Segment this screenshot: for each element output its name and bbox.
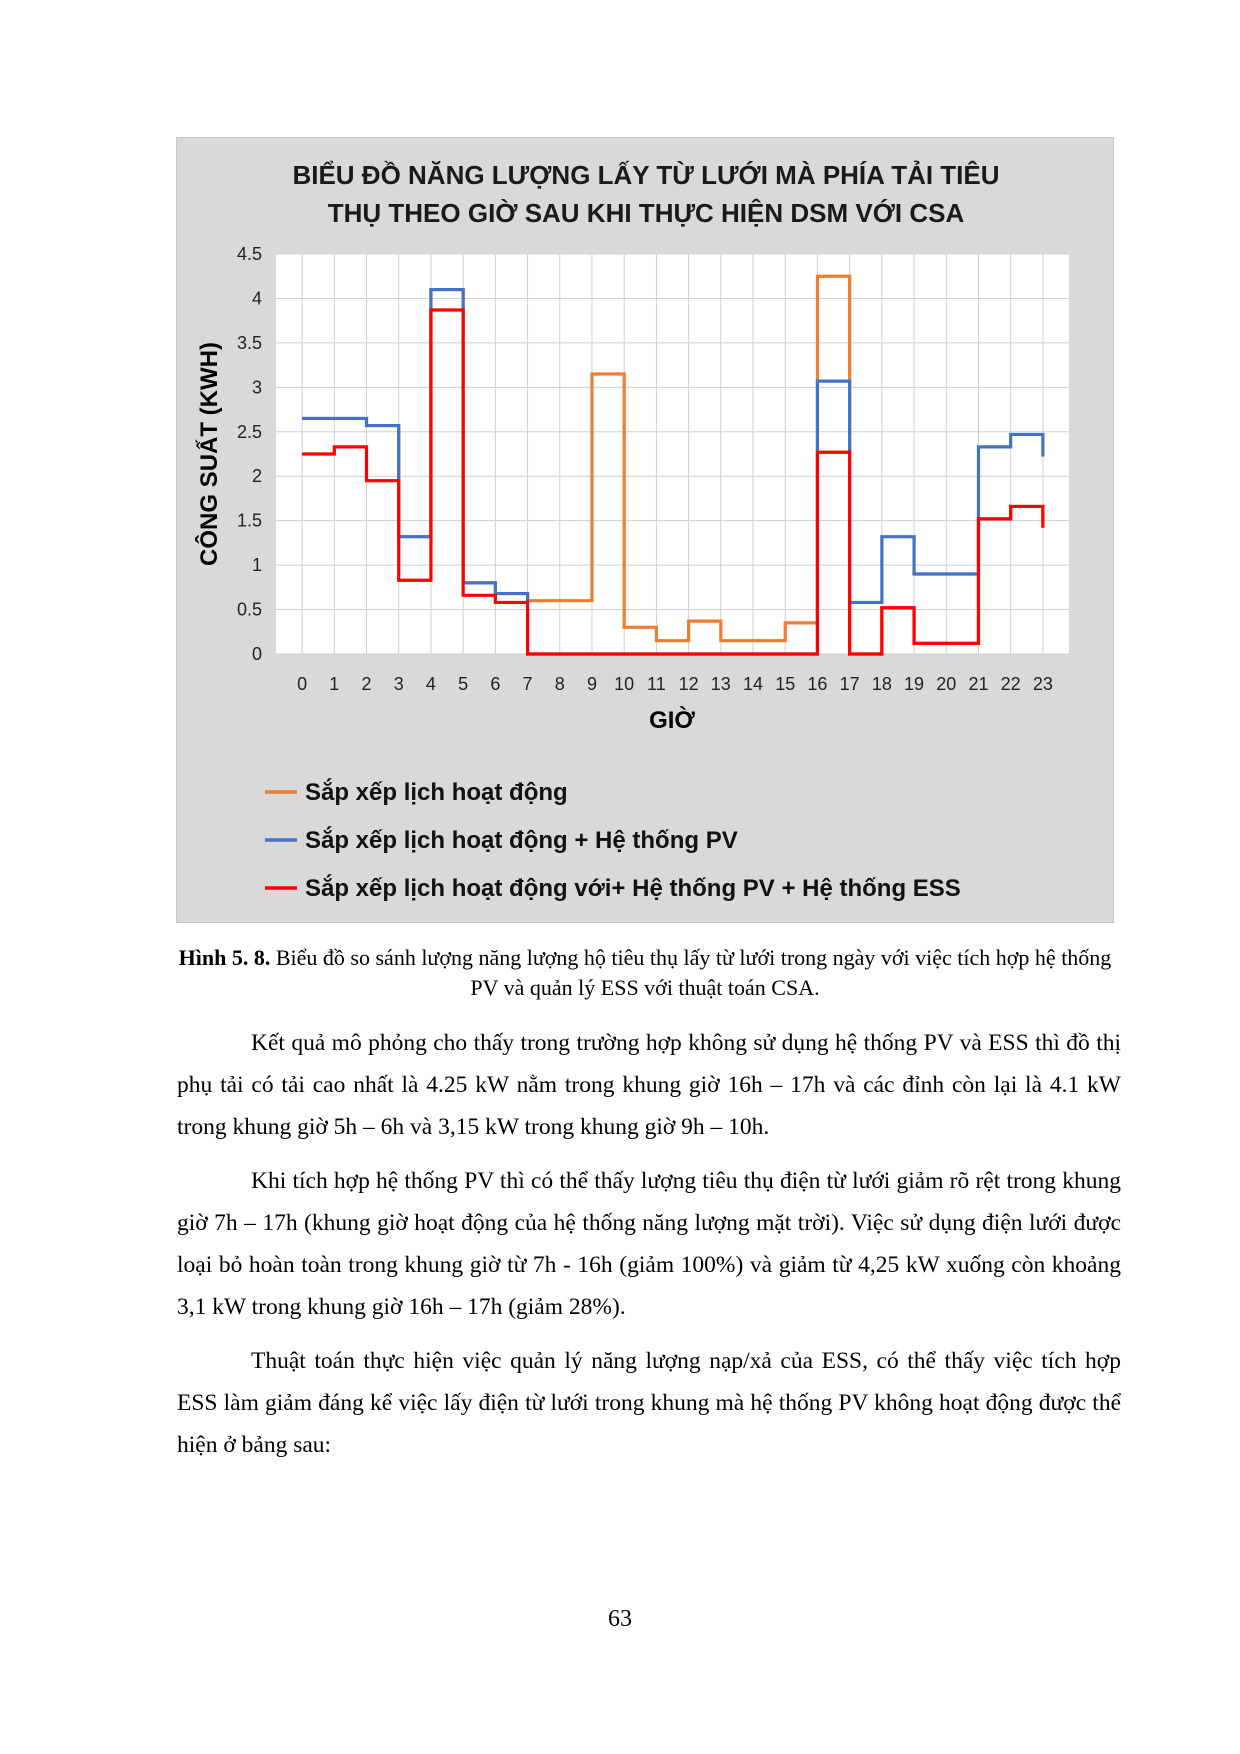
x-tick-label-20: 20 bbox=[936, 674, 957, 694]
x-tick-label-22: 22 bbox=[1000, 674, 1021, 694]
y-tick-label-7: 3.5 bbox=[236, 332, 262, 353]
x-tick-label-18: 18 bbox=[871, 674, 892, 694]
y-tick-label-5: 2.5 bbox=[236, 421, 262, 442]
x-tick-label-19: 19 bbox=[904, 674, 925, 694]
y-tick-label-6: 3 bbox=[251, 377, 262, 398]
x-tick-labels bbox=[297, 674, 1053, 694]
x-tick-label-3: 3 bbox=[393, 674, 404, 694]
x-tick-label-2: 2 bbox=[361, 674, 372, 694]
y-axis-title: CÔNG SUẤT (KWH) bbox=[196, 342, 223, 566]
x-tick-label-8: 8 bbox=[554, 674, 565, 694]
chart bbox=[177, 138, 1115, 924]
y-tick-label-1: 0.5 bbox=[236, 599, 262, 620]
x-tick-label-11: 11 bbox=[647, 674, 666, 694]
legend-label-2: Sắp xếp lịch hoạt động + Hệ thống PV bbox=[305, 827, 738, 854]
y-tick-label-0: 0 bbox=[251, 644, 262, 664]
x-tick-label-15: 15 bbox=[775, 674, 796, 694]
chart-container bbox=[176, 137, 1114, 923]
paragraph-2: Khi tích hợp hệ thống PV thì có thể thấy lượng tiêu thụ điện từ lưới giảm rõ rệt trong khung giờ 7h – 17h (khung giờ hoạt động của hệ thống năng lượng mặt trời). Việc sử dụng điện lưới được loại bỏ hoàn toàn trong khung giờ từ 7h - 16h (giảm 100%) và giảm từ 4,25 kW xuống còn khoảng 3,1 kW trong khung giờ 16h – 17h (giảm 28%). bbox=[177, 1168, 1121, 1320]
x-tick-label-16: 16 bbox=[807, 674, 828, 694]
figure-caption bbox=[170, 943, 1120, 1003]
x-tick-label-21: 21 bbox=[968, 674, 989, 694]
x-tick-label-6: 6 bbox=[490, 674, 501, 694]
page-number: 63 bbox=[608, 1606, 632, 1632]
x-tick-label-10: 10 bbox=[614, 674, 635, 694]
caption-label: Hình 5. 8. bbox=[178, 945, 271, 970]
legend-label-1: Sắp xếp lịch hoạt động bbox=[305, 779, 568, 806]
y-tick-label-9: 4.5 bbox=[236, 244, 262, 264]
x-tick-label-0: 0 bbox=[297, 674, 308, 694]
y-tick-labels bbox=[237, 244, 262, 664]
paragraph-1: Kết quả mô phỏng cho thấy trong trường hợp không sử dụng hệ thống PV và ESS thì đồ thị phụ tải có tải cao nhất là 4.25 kW nằm trong khung giờ 16h – 17h và các đỉnh còn lại là 4.1 kW trong khung giờ 5h – 6h và 3,15 kW trong khung giờ 9h – 10h. bbox=[177, 1030, 1121, 1140]
x-tick-label-5: 5 bbox=[458, 674, 469, 694]
x-axis-title: GIỜ bbox=[649, 707, 695, 734]
chart-title bbox=[292, 160, 999, 228]
caption-text: Biểu đồ so sánh lượng năng lượng hộ tiêu thụ lấy từ lưới trong ngày với việc tích hợp hệ thống PV và quản lý ESS với thuật toán CSA. bbox=[270, 945, 1112, 1000]
y-tick-label-3: 1.5 bbox=[236, 510, 262, 531]
legend-label-3: Sắp xếp lịch hoạt động với+ Hệ thống PV + Hệ thống ESS bbox=[305, 875, 961, 902]
paragraph-3: Thuật toán thực hiện việc quản lý năng lượng nạp/xả của ESS, có thể thấy việc tích hợp ESS làm giảm đáng kể việc lấy điện từ lưới trong khung mà hệ thống PV không hoạt động được thể hiện ở bảng sau: bbox=[177, 1348, 1121, 1458]
x-tick-label-4: 4 bbox=[425, 674, 436, 694]
x-tick-label-1: 1 bbox=[329, 674, 340, 694]
x-tick-label-17: 17 bbox=[839, 674, 860, 694]
x-tick-label-23: 23 bbox=[1032, 674, 1053, 694]
legend bbox=[265, 778, 961, 902]
y-tick-label-8: 4 bbox=[251, 288, 262, 309]
x-tick-label-14: 14 bbox=[743, 674, 764, 694]
chart-title-line-2: THỤ THEO GIỜ SAU KHI THỰC HIỆN DSM VỚI CSA bbox=[327, 198, 965, 228]
plot-area bbox=[276, 254, 1069, 654]
x-tick-label-13: 13 bbox=[710, 674, 731, 694]
y-tick-label-2: 1 bbox=[251, 555, 262, 576]
y-tick-label-4: 2 bbox=[251, 466, 262, 487]
x-tick-label-12: 12 bbox=[678, 674, 699, 694]
chart-title-line-1: BIỂU ĐỒ NĂNG LƯỢNG LẤY TỪ LƯỚI MÀ PHÍA TẢI TIÊU bbox=[292, 160, 1000, 190]
x-tick-label-9: 9 bbox=[586, 674, 597, 694]
x-tick-label-7: 7 bbox=[522, 674, 533, 694]
